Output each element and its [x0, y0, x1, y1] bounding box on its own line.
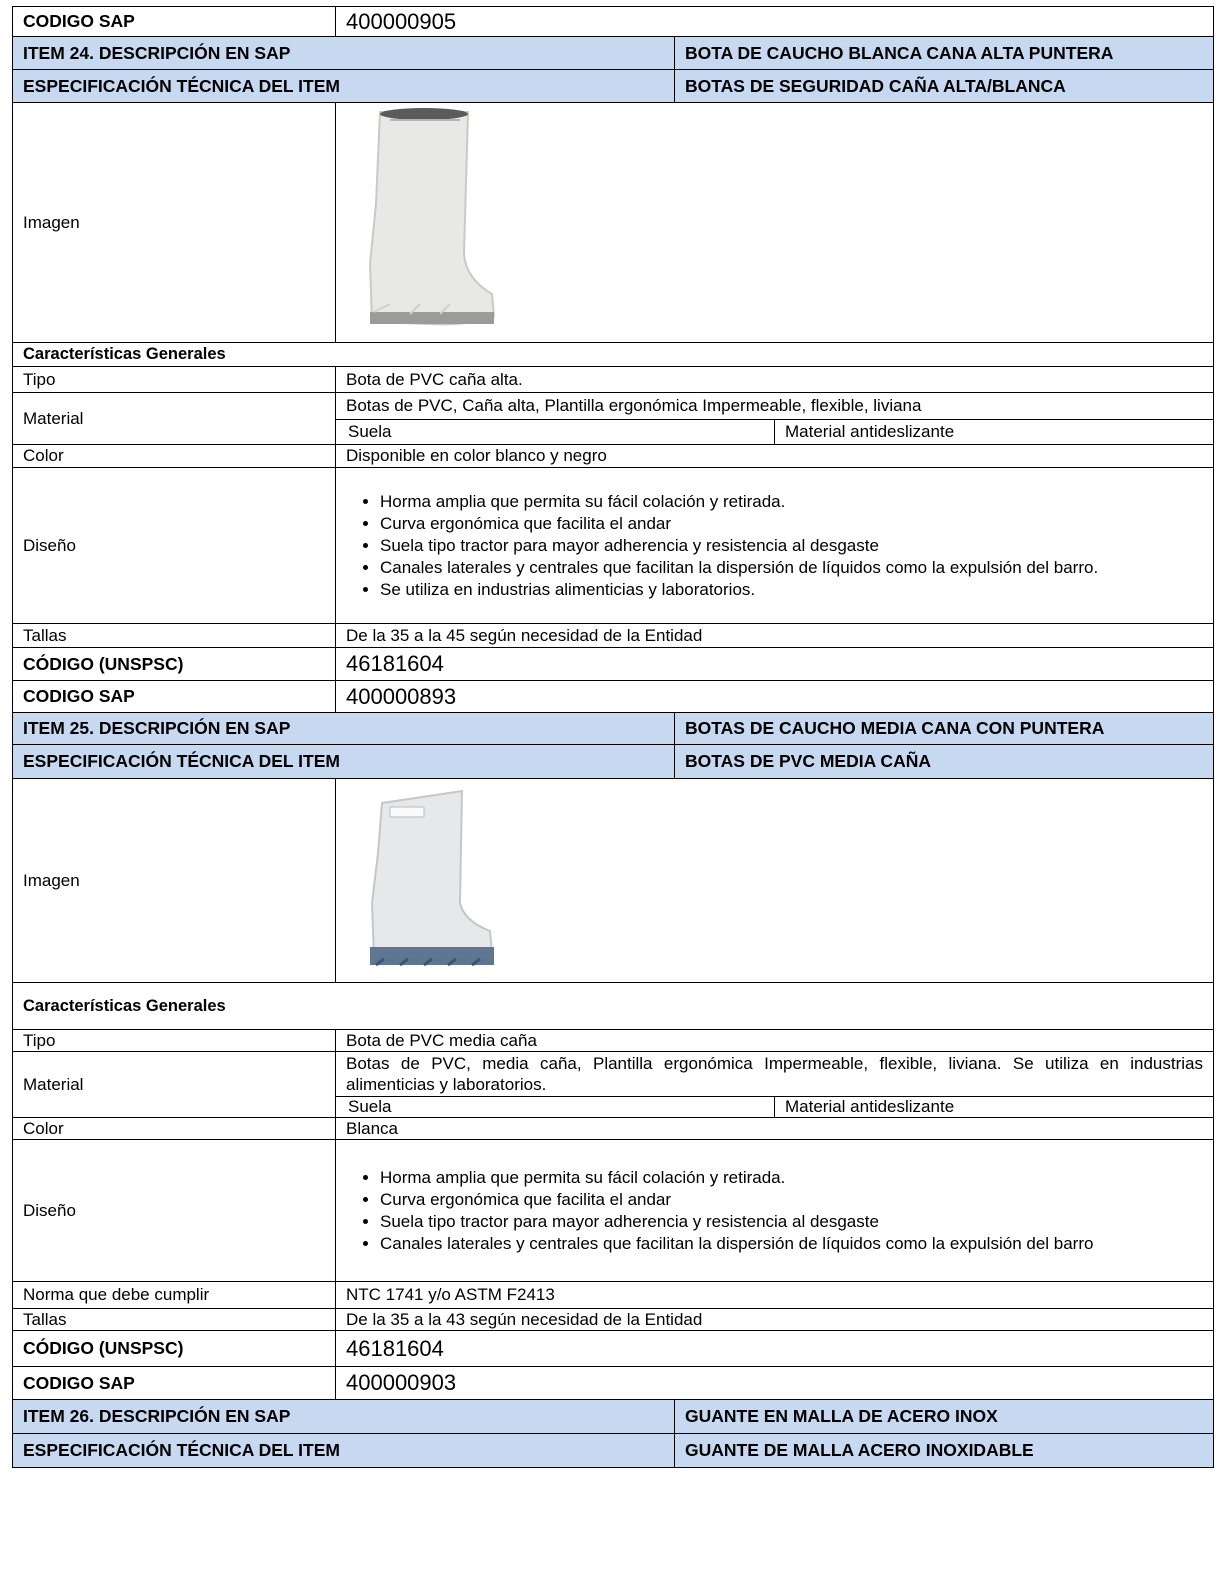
- material-label: Material: [13, 393, 336, 445]
- caracteristicas-heading: Características Generales: [13, 983, 1214, 1030]
- mid-boot-image: [350, 783, 500, 973]
- item-desc-value: BOTAS DE CAUCHO MEDIA CANA CON PUNTERA: [675, 713, 1214, 745]
- suela-label: Suela: [336, 1096, 775, 1117]
- diseno-item: • Canales laterales y centrales que facilitan la dispersión de líquidos como la expulsión del barro.: [380, 557, 1203, 579]
- spec-value: GUANTE DE MALLA ACERO INOXIDABLE: [675, 1434, 1214, 1468]
- unspsc-label: CÓDIGO (UNSPSC): [13, 648, 336, 681]
- tallas-label: Tallas: [13, 624, 336, 648]
- color-label: Color: [13, 445, 336, 468]
- diseno-item: • Suela tipo tractor para mayor adherencia y resistencia al desgaste: [380, 535, 1203, 557]
- tipo-label: Tipo: [13, 1030, 336, 1052]
- diseno-item: • Se utiliza en industrias alimenticias y laboratorios.: [380, 579, 1203, 601]
- spec-label: ESPECIFICACIÓN TÉCNICA DEL ITEM: [13, 70, 675, 103]
- diseno-item: • Horma amplia que permita su fácil colación y retirada.: [380, 1167, 1203, 1189]
- material-label: Material: [13, 1052, 336, 1118]
- material-value: Botas de PVC, media caña, Plantilla ergonómica Impermeable, flexible, liviana. Se utiliza en industrias alimenticias y laboratorios.: [336, 1052, 1213, 1096]
- color-label: Color: [13, 1118, 336, 1140]
- spec-value: BOTAS DE PVC MEDIA CAÑA: [675, 745, 1214, 779]
- codigo-sap-value: 400000893: [336, 681, 1214, 713]
- codigo-sap-label: CODIGO SAP: [13, 1367, 336, 1400]
- color-value: Disponible en color blanco y negro: [336, 445, 1214, 468]
- spec-label: ESPECIFICACIÓN TÉCNICA DEL ITEM: [13, 745, 675, 779]
- diseno-item: • Canales laterales y centrales que facilitan la dispersión de líquidos como la expulsión del barro: [380, 1233, 1203, 1255]
- color-value: Blanca: [336, 1118, 1214, 1140]
- diseno-list: [346, 1167, 1203, 1255]
- imagen-label: Imagen: [13, 103, 336, 343]
- codigo-sap-label: CODIGO SAP: [13, 7, 336, 37]
- codigo-sap-label: CODIGO SAP: [13, 681, 336, 713]
- unspsc-value: 46181604: [336, 648, 1214, 681]
- codigo-sap-value: 400000905: [336, 7, 1214, 37]
- suela-value: Material antideslizante: [785, 421, 955, 441]
- diseno-list: [346, 491, 1203, 601]
- norma-label: Norma que debe cumplir: [13, 1282, 336, 1309]
- tall-boot-image: [350, 104, 500, 336]
- unspsc-value: 46181604: [336, 1331, 1214, 1367]
- product-image-cell: [336, 779, 1214, 983]
- tallas-value: De la 35 a la 45 según necesidad de la Entidad: [336, 624, 1214, 648]
- diseno-item: • Curva ergonómica que facilita el andar: [380, 513, 1203, 535]
- diseno-item: • Suela tipo tractor para mayor adherencia y resistencia al desgaste: [380, 1211, 1203, 1233]
- caracteristicas-heading: Características Generales: [13, 343, 1214, 367]
- item-desc-label: ITEM 24. DESCRIPCIÓN EN SAP: [13, 37, 675, 70]
- item-desc-label: ITEM 25. DESCRIPCIÓN EN SAP: [13, 713, 675, 745]
- spec-label: ESPECIFICACIÓN TÉCNICA DEL ITEM: [13, 1434, 675, 1468]
- norma-value: NTC 1741 y/o ASTM F2413: [336, 1282, 1214, 1309]
- tallas-value: De la 35 a la 43 según necesidad de la Entidad: [336, 1309, 1214, 1331]
- item-desc-label: ITEM 26. DESCRIPCIÓN EN SAP: [13, 1400, 675, 1434]
- imagen-label: Imagen: [13, 779, 336, 983]
- item-desc-value: GUANTE EN MALLA DE ACERO INOX: [675, 1400, 1214, 1434]
- diseno-item: • Horma amplia que permita su fácil colación y retirada.: [380, 491, 1203, 513]
- product-image-cell: [336, 103, 1214, 343]
- tallas-label: Tallas: [13, 1309, 336, 1331]
- spec-table: [12, 6, 1214, 1468]
- tipo-value: Bota de PVC caña alta.: [336, 367, 1214, 393]
- tipo-label: Tipo: [13, 367, 336, 393]
- tipo-value: Bota de PVC media caña: [336, 1030, 1214, 1052]
- material-value: Botas de PVC, Caña alta, Plantilla ergonómica Impermeable, flexible, liviana: [336, 393, 1213, 419]
- unspsc-label: CÓDIGO (UNSPSC): [13, 1331, 336, 1367]
- diseno-label: Diseño: [13, 468, 336, 624]
- spec-value: BOTAS DE SEGURIDAD CAÑA ALTA/BLANCA: [675, 70, 1214, 103]
- codigo-sap-value: 400000903: [336, 1367, 1214, 1400]
- item-desc-value: BOTA DE CAUCHO BLANCA CANA ALTA PUNTERA: [675, 37, 1214, 70]
- suela-label: Suela: [336, 419, 775, 444]
- diseno-item: • Curva ergonómica que facilita el andar: [380, 1189, 1203, 1211]
- diseno-label: Diseño: [13, 1140, 336, 1282]
- suela-value: Material antideslizante: [785, 1096, 955, 1116]
